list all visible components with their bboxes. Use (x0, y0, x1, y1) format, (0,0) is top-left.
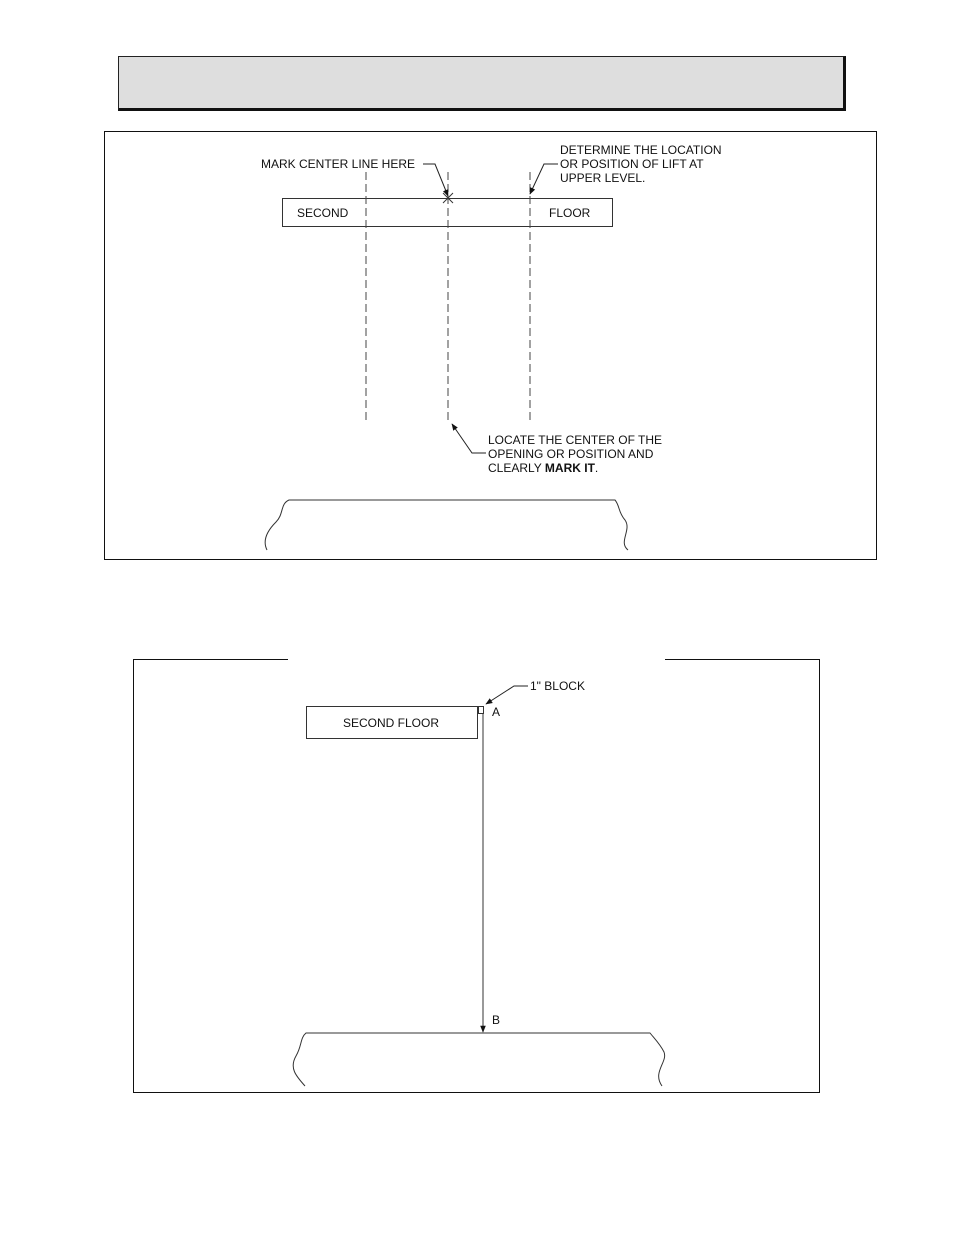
ground-break-outline (265, 500, 628, 550)
locate-line-1: LOCATE THE CENTER OF THE (488, 433, 663, 447)
figure-2 (134, 660, 820, 1093)
mark-center-label: MARK CENTER LINE HERE (261, 157, 416, 171)
mark-center-leader (423, 164, 448, 196)
locate-line-3: CLEARLY MARK IT. (488, 461, 599, 475)
floor-label-left: SECOND (297, 206, 349, 220)
point-b-label: B (492, 1013, 501, 1027)
point-a-label: A (492, 705, 501, 719)
locate-line-2: OPENING OR POSITION AND (488, 447, 654, 461)
figure-2-frame (134, 660, 820, 1093)
one-inch-block (479, 707, 484, 714)
determine-line-2: OR POSITION OF LIFT AT (560, 157, 704, 171)
one-inch-block-leader (486, 686, 528, 704)
second-floor-label: SECOND FLOOR (342, 716, 440, 730)
ground-break-outline-2 (293, 1033, 665, 1086)
figure-1 (105, 132, 877, 560)
determine-line-3: UPPER LEVEL. (560, 171, 646, 185)
one-inch-block-label: 1" BLOCK (530, 679, 585, 693)
determine-leader (530, 164, 558, 194)
determine-line-1: DETERMINE THE LOCATION (560, 143, 722, 157)
floor-label-right: FLOOR (549, 206, 591, 220)
locate-center-leader (452, 424, 486, 453)
figure-1-frame (105, 132, 877, 560)
